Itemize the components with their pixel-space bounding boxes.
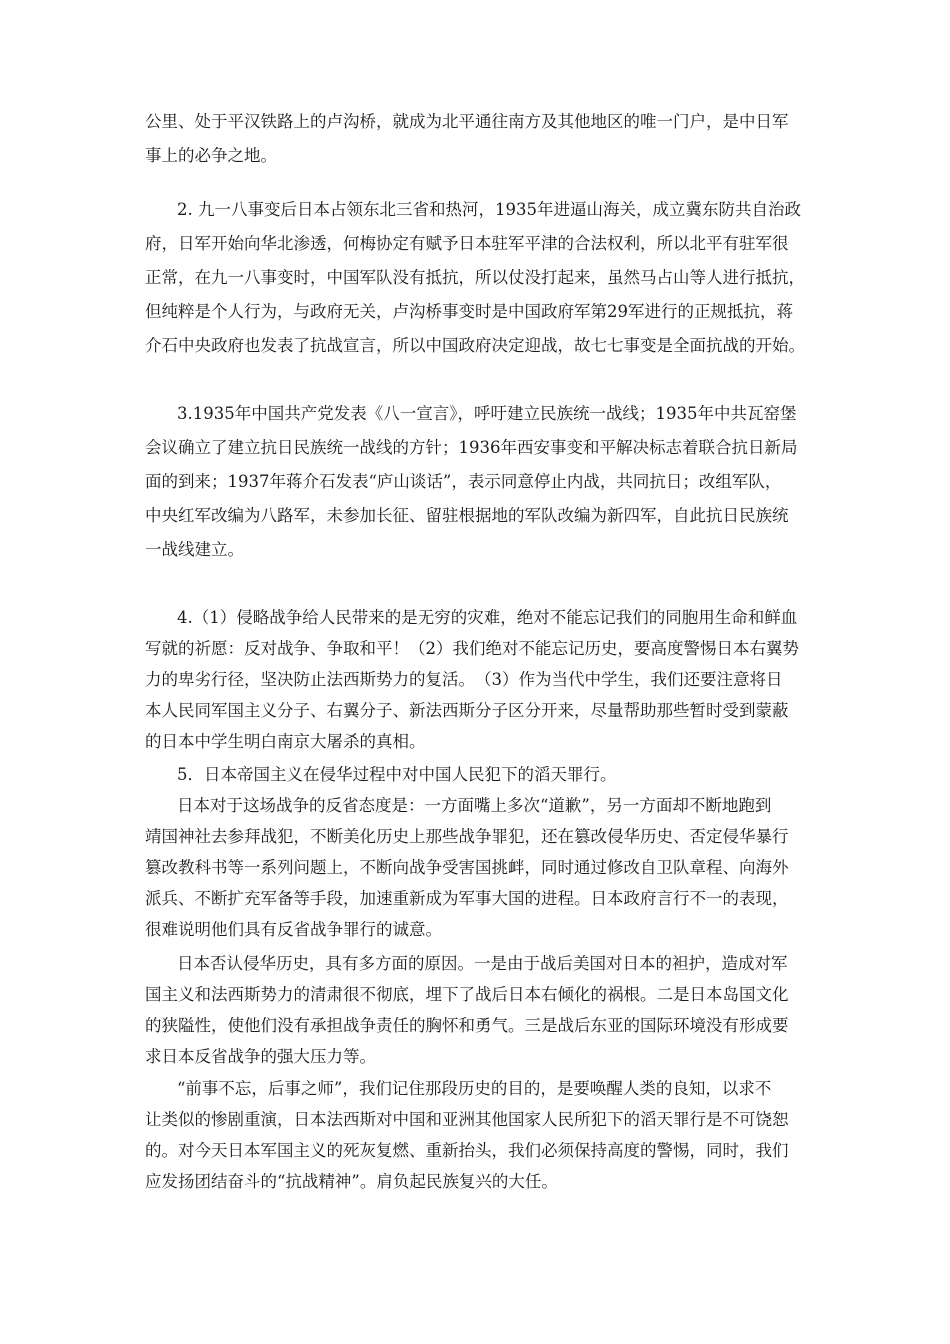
paragraph-6 xyxy=(145,796,810,940)
text-line: 力的卑劣行径，坚决防止法西斯势力的复活。 （3）作为当代中学生，我们还要注意将日 xyxy=(145,670,783,689)
text-line: 应发扬团结奋斗的“抗战精神”。肩负起民族复兴的大任。 xyxy=(145,1172,558,1191)
text-line: 5．日本帝国主义在侵华过程中对中国人民犯下的滔天罪行。 xyxy=(177,765,617,784)
text-line: 靖国神社去参拜战犯，不断美化历史上那些战争罪犯，还在篡改侵华历史、否定侵华暴行 xyxy=(145,827,789,846)
text-line: 的狭隘性，使他们没有承担战争责任的胸怀和勇气。三是战后东亚的国际环境没有形成要 xyxy=(145,1016,789,1035)
text-line: 国主义和法西斯势力的清肃很不彻底，埋下了战后日本右倾化的祸根。二是日本岛国文化 xyxy=(145,985,789,1004)
text-line: 府，日军开始向华北渗透，何梅协定有赋予日本驻军平津的合法权利，所以北平有驻军很 xyxy=(145,234,789,253)
text-line: 4.（1）侵略战争给人民带来的是无穷的灾难，绝对不能忘记我们的同胞用生命和鲜血 xyxy=(177,608,798,627)
text-line: 的。对今天日本军国主义的死灰复燃、重新抬头，我们必须保持高度的警惕，同时，我们 xyxy=(145,1141,789,1160)
text-line: 写就的祈愿：反对战争、争取和平！（2）我们绝对不能忘记历史，要高度警惕日本右翼势 xyxy=(145,639,799,658)
paragraph-8 xyxy=(145,1079,810,1192)
text-line: 2. 九一八事变后日本占领东北三省和热河，1935年进逼山海关，成立冀东防共自治政 xyxy=(177,200,801,219)
paragraph-3 xyxy=(145,404,810,560)
text-line: 会议确立了建立抗日民族统一战线的方针；1936年西安事变和平解决标志着联合抗日新局 xyxy=(145,438,798,457)
text-line: 派兵、不断扩充军备等手段，加速重新成为军事大国的进程。日本政府言行不一的表现， xyxy=(145,889,789,908)
paragraph-4 xyxy=(145,608,810,752)
text-line: “前事不忘，后事之师”，我们记住那段历史的目的，是要唤醒人类的良知，以求不 xyxy=(177,1079,772,1098)
text-line: 正常，在九一八事变时，中国军队没有抵抗，所以仗没打起来，虽然马占山等人进行抵抗， xyxy=(145,268,805,287)
text-line: 本人民同军国主义分子、右翼分子、新法西斯分子区分开来，尽量帮助那些暂时受到蒙蔽 xyxy=(145,701,789,720)
text-line: 很难说明他们具有反省战争罪行的诚意。 xyxy=(145,920,442,939)
text-line: 日本对于这场战争的反省态度是：一方面嘴上多次“道歉”，另一方面却不断地跑到 xyxy=(177,796,772,815)
paragraph-5 xyxy=(145,765,810,785)
paragraph-2 xyxy=(145,200,810,356)
text-line: 的日本中学生明白南京大屠杀的真相。 xyxy=(145,732,426,751)
paragraph-1 xyxy=(145,112,810,166)
paragraph-7 xyxy=(145,954,810,1067)
text-line: 公里、处于平汉铁路上的卢沟桥，就成为北平通往南方及其他地区的唯一门户，是中日军 xyxy=(145,112,789,131)
text-line: 求日本反省战争的强大压力等。 xyxy=(145,1047,376,1066)
text-line: 中央红军改编为八路军，未参加长征、留驻根据地的军队改编为新四军，自此抗日民族统 xyxy=(145,506,789,525)
text-line: 3.1935年中国共产党发表《八一宣言》，呼吁建立民族统一战线；1935年中共瓦窑堡 xyxy=(177,404,797,423)
text-line: 介石中央政府也发表了抗战宣言，所以中国政府决定迎战，故七七事变是全面抗战的开始。 xyxy=(145,336,805,355)
text-line: 一战线建立。 xyxy=(145,540,244,559)
text-line: 但纯粹是个人行为，与政府无关，卢沟桥事变时是中国政府军第29军进行的正规抵抗，蒋 xyxy=(145,302,793,321)
text-line: 日本否认侵华历史，具有多方面的原因。一是由于战后美国对日本的袒护，造成对军 xyxy=(177,954,788,973)
text-line: 事上的必争之地。 xyxy=(145,146,277,165)
text-line: 让类似的惨剧重演，日本法西斯对中国和亚洲其他国家人民所犯下的滔天罪行是不可饶恕 xyxy=(145,1110,789,1129)
text-line: 面的到来；1937年蒋介石发表“庐山谈话”，表示同意停止内战，共同抗日；改组军队， xyxy=(145,472,782,491)
text-line: 篡改教科书等一系列问题上，不断向战争受害国挑衅，同时通过修改自卫队章程、向海外 xyxy=(145,858,789,877)
